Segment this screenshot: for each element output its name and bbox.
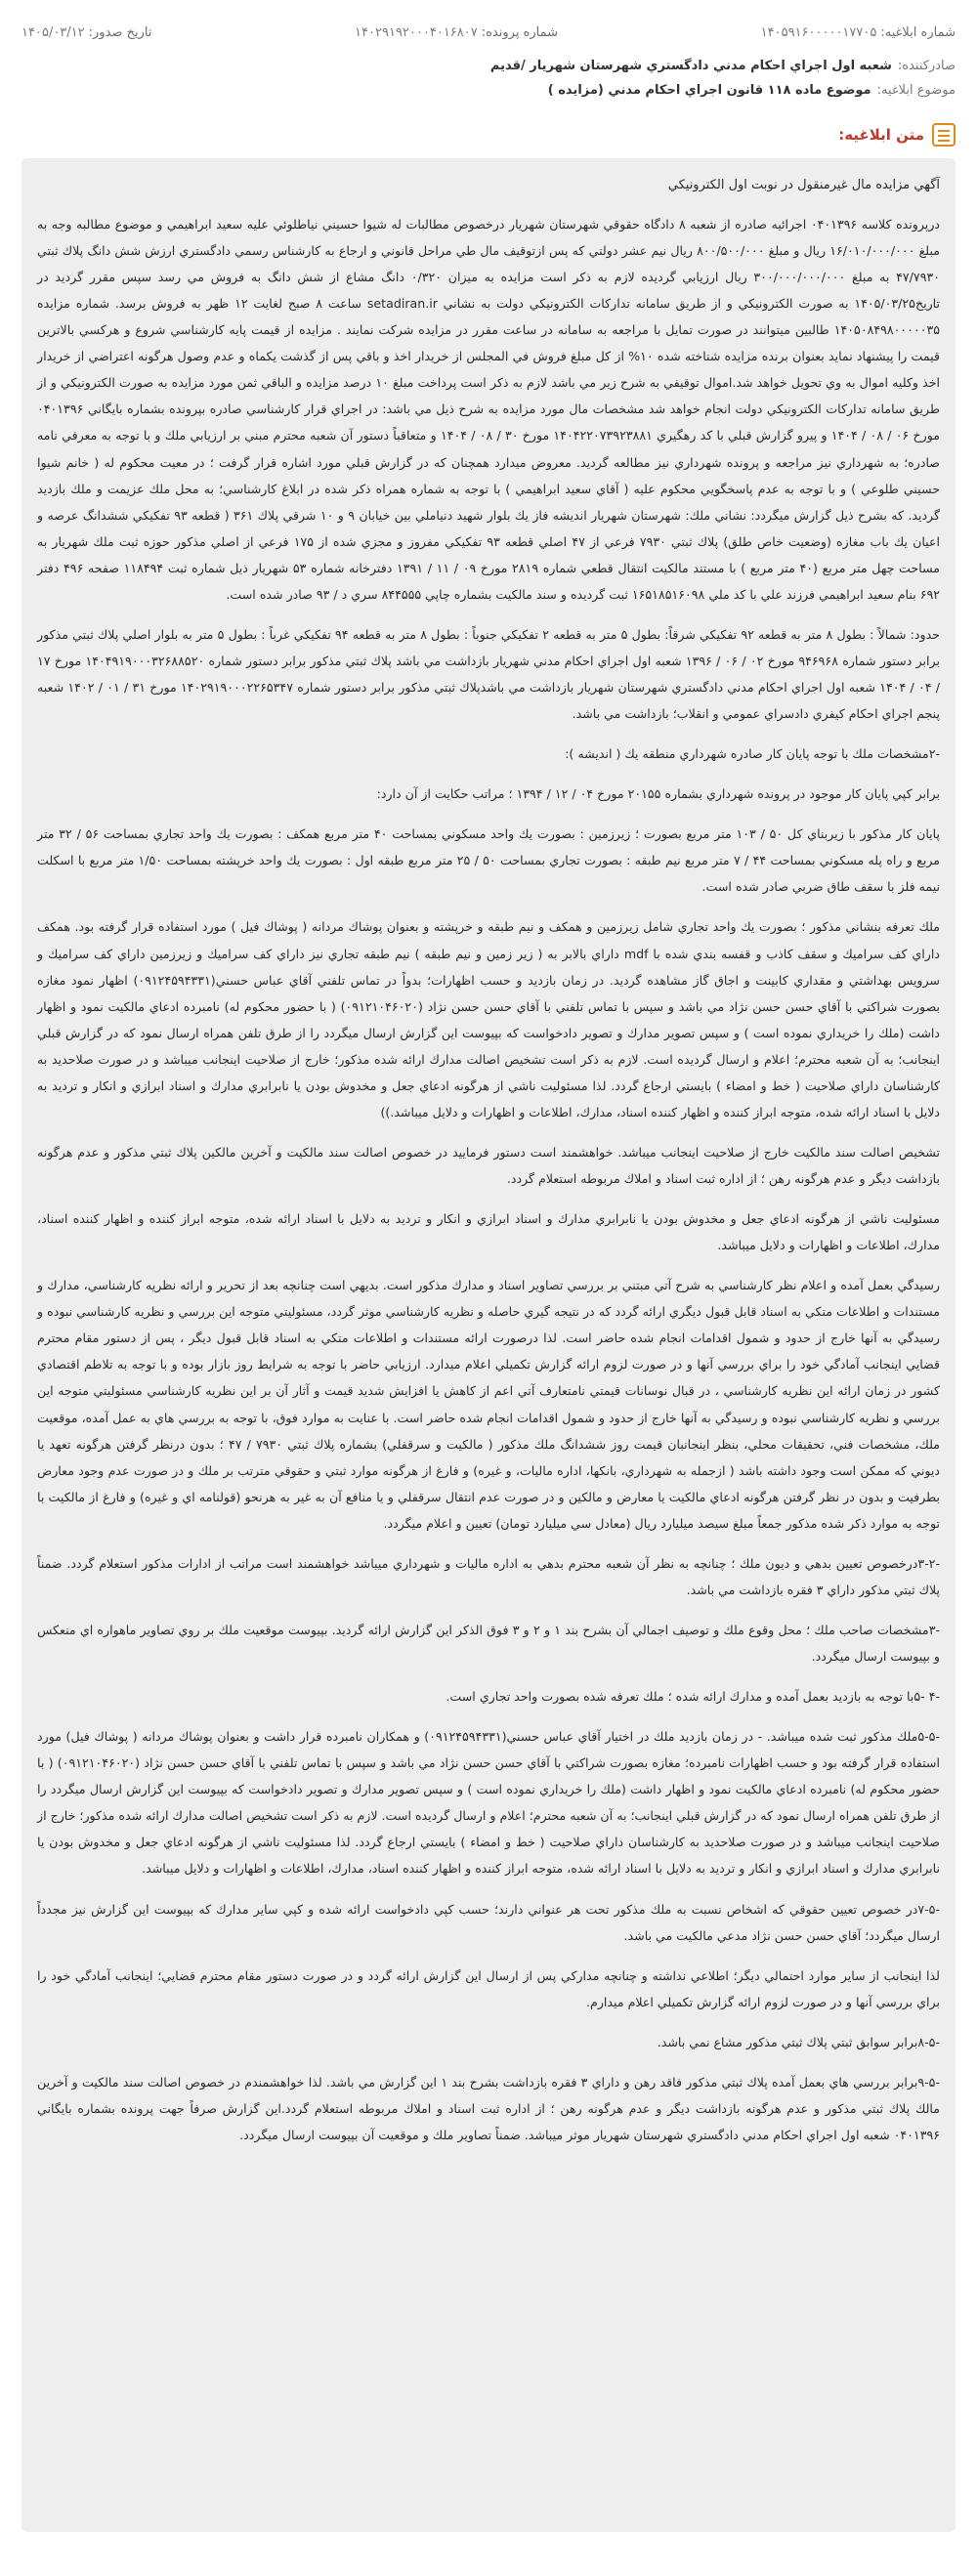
body-paragraph: درپرونده كلاسه ۰۴۰۱۳۹۶ اجرائيه صادره از شعبه ۸ دادگاه حقوقي شهرستان شهريار درخصوص مطالبات له شيوا حسيني نياطلوئي عليه سعيد ابراهيمي و موضوع مطالبه وجه به مبلغ ۱۶/۰۱۰/۰۰۰/۰۰۰ ريال و مبلغ ۸۰۰/۵۰۰/۰۰۰ ريال نيم عشر دولتي كه پس ازتوقيف مال طي مراحل قانوني و ارجاع به كارشناس رسمي دادگستري ارزش شش دانگ پلاك ثبتي ۴۷/۷۹۳۰ به مبلغ ۳۰۰/۰۰۰/۰۰۰/۰۰۰ ريال ارزيابي گرديده لازم به ذكر است مزايده به ميزان ۰/۳۲۰ دانگ مشاع از شش دانگ به فروش مي رسد سپس مقرر گرديد در تاريخ۱۴۰۵/۰۳/۲۵ به صورت الكترونيكي و از طريق سامانه تداركات الكترونيكي دولت به نشاني setadiran.ir ساعت ۸ صبح لغايت ۱۲ ظهر به فروش برسد. شماره مزايده ۱۴۰۵۰۸۴۹۸۰۰۰۰۰۳۵ طالبين ميتوانند در صورت تمايل با مراجعه به سامانه در ساعت مقرر در مزايده شركت نمايند . مزايده از قيمت پايه كارشناسي شروع و هركسي بالاترين قيمت را پيشنهاد نمايد بعنوان برنده مزايده شناخته شده ۱۰% از كل مبلغ فروش في المجلس از خريدار اخذ و باقي پس از گذشت يكماه و عدم وصول هرگونه اعتراضي از خريدار اخذ وكليه اموال به وي تحويل خواهد شد.اموال توقيفي به شرح زير مي باشد لازم به ذكر است پرداخت مبلغ ۱۰ درصد مزايده و الباقي ثمن مورد مزايده به صورت الكترونيكي و از طريق سامانه تداركات الكترونيكي دولت انجام خواهد شد مشخصات مال مورد مزايده به شرح ذيل مي باشد: در اجراي قرار كارشناسي صادره بپرونده بشماره بايگاني ۰۴۰۱۳۹۶ مورخ ۰۶ / ۰۸ / ۱۴۰۴ و پيرو گزارش قبلي با كد رهگيري ۱۴۰۴۲۲۰۷۳۹۲۳۸۸۱ مورخ ۳۰ / ۰۸ / ۱۴۰۴ و متعاقباً دستور آن شعبه محترم مبني بر ارزيابي ملك و با توجه به معرفي نامه صادره؛ به شهرداري نيز مراجعه و پرونده شهرداري نيز مطالعه گرديد. معروض ميدارد همچنان كه در گزارش قبلي مورد اشاره قرار گرفت ؛ در معيت محكوم له ( خانم شيوا حسيني طلوعي ) و با توجه به عدم پاسخگويي محكوم عليه ( آقاي سعيد ابراهيمي ) با توجه به شماره همراه ذكر شده در ابلاغ كارشناسي؛ به محل ملك عزيمت و ملك بازديد گرديد. كه بشرح ذيل گزارش ميگردد: نشاني ملك: شهرستان شهريار انديشه فاز يك بلوار شهيد دنياملي بين خيابان ۹ و ۱۰ شرقي پلاك ۳۶۱ ( قطعه ۹۳ تفكيكي ششدانگ عرصه و اعيان يك باب مغازه (وضعيت خاص طلق) پلاك ثبتي ۷۹۳۰ فرعي از ۴۷ اصلي قطعه ۹۳ تفكيكي مفروز و مجزي شده از ۱۷۵ فرعي از اصلي مذكور حوزه ثبت ملك شهريار به مساحت چهل متر مربع (۴۰ متر مربع ) با مستند مالكيت انتقال قطعي شماره ۲۸۱۹ مورخ ۰۹ / ۱۱ / ۱۳۹۱ دفترخانه شماره ۵۳ شهريار ذيل شماره ثبت ۱۱۸۴۹۴ صفحه ۴۹۶ دفتر ۶۹۲ بنام سعيد ابراهيمي فرزند علي با كد ملي ۱۶۵۱۸۵۱۶۰۹۸ ثبت گرديده و سند مالكيت بشماره چاپي ۸۴۴۵۵۵ سري د / ۹۳ صادر شده است. xyxy=(37,216,941,602)
body-paragraph: -۸-۵برابر سوابق ثبتي پلاك ثبتي مذكور مشاع نمي باشد. xyxy=(657,2034,940,2049)
body-paragraph: لذا اينجانب از سایر موارد احتمالي ديگر؛ اطلاعي نداشته و چنانچه مداركي پس از ارسال اين گزارش ارائه گردد و در صورت دستور مقام محترم قضايي؛ اينجانب آمادگي خود را براي بررسي آنها و در صورت لزوم ارائه گزارش تكميلي اعلام ميدارم. xyxy=(37,1967,940,2009)
document-text-icon xyxy=(932,123,956,147)
body-heading: آگهي مزايده مال غيرمنقول در نوبت اول الكترونيكي xyxy=(667,178,940,192)
body-paragraph: پايان كار مذكور با زيربناي كل ۵۰ / ۱۰۳ متر مربع بصورت ؛ زيرزمين : بصورت يك واحد مسكوني بمساحت ۴۰ متر مربع همكف : بصورت يك واحد تجاري بمساحت ۵۶ / ۳۲ متر مربع و راه پله مسكوني بمساحت ۴۴ / ۷ متر مربع نيم طبقه : بصورت تجاري بمساحت ۵۰ / ۲۵ متر مربع طبقه اول : بصورت يك واحد خرپشته بمساحت ۱/۵۰ متر مربع با اسكلت نيمه فلز با سقف طاق ضربي صادر شده است. xyxy=(37,826,941,895)
subject-label: موضوع ابلاغیه: xyxy=(876,83,956,98)
subject-line xyxy=(21,83,956,98)
body-paragraph: -۷-۵در خصوص تعيين حقوقي كه اشخاص نسبت به ملك مذكور تحت هر عنواني دارند؛ حسب كپي دادخواست ارائه شده و كپي ساير مدارك كه بپيوست اين گزارش نيز مجدداً ارسال ميگردد؛ آقاي حسن حسن نژاد مدعي مالكيت مي باشد. xyxy=(37,1901,940,1943)
body-paragraph: تشخيص اصالت سند مالكيت خارج از صلاحيت اينجانب ميباشد. خواهشمند است دستور فرماييد در خصوص اصالت سند مالكيت و آخرين مالكين پلاك ثبتي مذكور و عدم هرگونه بازداشت ديگر و عدم هرگونه رهن ؛ از اداره ثبت اسناد و املاك مربوطه استعلام گردد. xyxy=(37,1144,940,1186)
body-paragraph: ملك تعرفه بنشاني مذكور ؛ بصورت يك واحد تجاري شامل زيرزمين و همكف و نيم طبقه و خرپشته و بعنوان پوشاك مردانه ( پوشاك فيل ) مورد استفاده قرار گرفته بود. همكف داراي كف سراميك و سقف كاذب و قفسه بندي شده با mdf داراي بالابر به ( زير زمين و نيم طبقه ) نيم طبقه تجاري نيز داراي كف سراميك و زيرزمين داراي كف سراميك و سرويس بهداشتي و مقداري كابينت و اجاق گاز مشاهده گرديد. در زمان بازديد و حسب اظهارات؛ بدواً در تماس تلفني آقاي عباس حسني(۰۹۱۲۴۵۹۴۳۳۱) اظهار نمود مغازه بصورت شراكتي با آقاي حسن حسن نژاد مي باشد و سپس با تماس تلفني با آقاي حسن حسن نژاد (۰۹۱۲۱۰۴۶۰۲۰) ( با حضور محكوم له) نامبرده ادعاي مالكيت نمود و اظهار داشت (ملك را خريداري نموده است ) و سپس تصوير مدارك و تصوير دادخواست كه بپيوست اين گزارش ارسال ميگردد را از طرق تلفن همراه ارسال نمود كه در گزارش قبلي اينجانب؛ به آن شعبه محترم؛ اعلام و ارسال گرديده است. لازم به ذكر است تشخيص اصالت مدارك ارائه شده مذكور؛ خارج از صلاحيت اينجانب ميباشد و در صورت صلاحديد به كارشناسان داراي صلاحيت ( خط و امضاء ) بايستي ارجاع گردد. لذا مسئوليت ناشي از هرگونه ادعاي جعل و مخدوش بودن يا نابرابري مدارك و اسناد ابرازي و انكار و ترديد به دلايل با اسناد ارائه شده، متوجه ابراز كننده و اظهار كننده اسناد، مدارك، اطلاعات و اظهارات و دلايل ميباشد.)) xyxy=(37,919,940,1119)
notice-text-heading xyxy=(21,123,956,147)
body-paragraph: رسيدگي بعمل آمده و اعلام نظر كارشناسي به شرح آتي مبتني بر بررسي تصاوير اسناد و مدارك مذكور است. بديهي است چنانچه بعد از تحرير و ارائه نظريه كارشناسي، مدارك و مستندات و اطلاعات متكي به اسناد قابل قبول ديگري ارائه گردد كه در نتيجه گيري حاصله و نظريه كارشناسي موثر گردد، مسئوليتي متوجه اين بررسي و نظريه كارشناسي نبوده و رسيدگي به آنها خارج از حدود و شمول اقدامات انجام شده حاضر است. لذا درصورت ارائه مستندات و اطلاعات متكي به اسناد قابل قبول ديگر ، پس از دستور مقام محترم قضايي اينجانب آمادگي خود را براي بررسي آنها و در صورت لزوم ارائه گزارش تكميلي اعلام ميدارد. ارزيابي حاضر با توجه به شرايط روز بازار بوده و با توجه به تلاطم اقتصادي كشور در زمان ارائه اين نظريه كارشناسي ، در قبال نوسانات قيمتي نامتعارف آتي اعم از كاهش يا افزايش شديد قيمت و آثار آن بر اين نظريه كارشناسي مسئوليتي متوجه اين بررسي و نظريه كارشناسي نبوده و رسيدگي به آنها خارج از حدود و شمول اقدامات انجام شده حاضر است. با عنايت به موارد فوق، با توجه به بررسي هاي به عمل آمده، موقعيت ملك، مشخصات فني، تحقيقات محلي، بنظر اينجانبان قيمت روز ششدانگ ملك مذكور ( مالكيت و سرقفلي) بشماره پلاك ثبتي ۷۹۳۰ / ۴۷ ؛ بدون درنظر گرفتن هرگونه تعهد يا ديوني كه ممكن است وجود داشته باشد ( ازجمله به شهرداري، بانكها، اداره ماليات، و غيره) و فارغ از هرگونه موارد ثبتي و حقوقي مترتب بر ملك و در صورت عدم وجود معارض بطرفيت و بدون در نظر گرفتن هرگونه ادعاي مالكيت يا معارض و مالكين و در صورت عدم انتقال سرقفلي و يا منافع آن به غير به هرنحو (قولنامه اي و غيره) و فارغ از مالكيت با توجه به موارد ذكر شده مذكور جمعاً مبلغ سيصد ميليارد ريال (معادل سي ميليارد تومان) تعيين و اعلام ميگردد. xyxy=(37,1278,941,1531)
subject-value: موضوع ماده ۱۱۸ قانون اجراي احكام مدني (مزايده ) xyxy=(547,83,871,98)
issue-date-label: تاریخ صدور: xyxy=(88,24,152,40)
notice-text-title: متن ابلاغیه: xyxy=(838,126,924,144)
body-paragraph: -۲مشخصات ملك با توجه پايان كار صادره شهرداري منطقه يك ( انديشه ): xyxy=(565,746,940,762)
issuer-line xyxy=(21,59,956,73)
notice-number-label: شماره ابلاغیه: xyxy=(880,24,956,40)
body-paragraph: مسئوليت ناشي از هرگونه ادعاي جعل و مخدوش بودن يا نابرابري مدارك و اسناد ابرازي و انكار و ترديد به دلايل با اسناد ارائه شده، متوجه ابراز كننده و اظهار كننده اسناد، مدارك، اطلاعات و اظهارات و دلايل ميباشد. xyxy=(37,1211,940,1253)
body-paragraph: حدود: شمالاً : بطول ۸ متر به قطعه ۹۲ تفكيكي شرقاً: بطول ۵ متر به قطعه ۲ تفكيكي جنوباً : بطول ۸ متر به قطعه ۹۴ تفكيكي غرباً : بطول ۵ متر به بلوار اصلي پلاك ثبتي مذكور برابر دستور شماره ۹۴۶۹۶۸ مورخ ۰۲ / ۰۶ / ۱۳۹۶ شعبه اول اجراي احكام مدني شهريار بازداشت مي باشد پلاك ثبتي مذكور برابر دستور شماره ۱۴۰۴۹۱۹۰۰۰۳۲۶۸۸۵۲۰ مورخ ۱۷ / ۰۴ / ۱۴۰۴ شعبه اول اجراي احكام مدني دادگستري شهرستان شهريار بازداشت مي باشدپلاك ثبتي مذكور برابر دستور شماره ۱۴۰۲۹۱۹۰۰۰۲۲۶۵۳۴۷ مورخ ۳۱ / ۰۱ / ۱۴۰۲ شعبه پنجم اجراي احكام كيفري دادسراي عمومي و انقلاب؛ بازداشت مي باشد. xyxy=(37,626,941,722)
body-paragraph: -۳مشخصات صاحب ملك ؛ محل وقوع ملك و توصيف اجمالي آن بشرح بند ۱ و ۲ و ۳ فوق الذكر اين گزارش ارائه گرديد. بپيوست موقعيت ملك بر روي تصاوير ماهواره اي منعكس و بپيوست ارسال ميگردد. xyxy=(37,1622,940,1664)
notice-body xyxy=(21,158,956,2532)
body-paragraph: -۵-۵ملك مذكور ثبت شده ميباشد. - در زمان بازديد ملك در اختيار آقاي عباس حسني(۰۹۱۲۴۵۹۴۳۳۱) و همكاران نامبرده قرار داشت و بعنوان پوشاك مردانه ( پوشاك فيل) مورد استفاده قرار گرفته بود و حسب اظهارات نامبرده؛ مغازه بصورت شراكتي با آقاي حسن حسن نژاد مي باشد و سپس با تماس تلفني با آقاي حسن حسن نژاد (۰۹۱۲۱۰۴۶۰۲۰) ( با حضور محكوم له) نامبرده ادعاي مالكيت نمود و اظهار داشت (ملك را خريداري نموده است ) و سپس تصوير مدارك و تصوير دادخواست كه بپيوست اين گزارش ارسال ميگردد را از طرق تلفن همراه ارسال نمود كه در گزارش قبلي اينجانب؛ به آن شعبه محترم؛ اعلام و ارسال گرديده است. لازم به ذكر است تشخيص اصالت مدارك ارائه شده مذكور؛ خارج از صلاحيت اينجانب ميباشد و در صورت صلاحديد به كارشناسان داراي صلاحيت ( خط و امضاء ) بايستي ارجاع گردد. لذا مسئوليت ناشي از هرگونه ادعاي جعل و مخدوش بودن يا نابرابري مدارك و اسناد ابرازي و انكار و ترديد به دلايل با اسناد ارائه شده، متوجه ابراز كننده و اظهار كننده اسناد، مدارك، اطلاعات و اظهارات و دلايل ميباشد. xyxy=(37,1729,940,1877)
body-paragraph: -۹-۵برابر بررسي هاي بعمل آمده پلاك ثبتي مذكور فاقد رهن و داراي ۳ فقره بازداشت بشرح بند ۱ اين گزارش مي باشد. لذا خواهشمندم در خصوص اصالت سند مالكيت و آخرين مالك پلاك ثبتي مذكور و عدم هرگونه بازداشت ديگر و عدم هرگونه رهن ؛ از اداره ثبت اسناد و املاك مربوطه استعلام گردد.اين گزارش صرفاً جهت پرونده بشماره بايگاني ۰۴۰۱۳۹۶ شعبه اول اجراي احكام مدني دادگستري شهرستان شهريار موثر ميباشد. ضمناً تصاوير ملك و موقعيت آن بپيوست ارسال ميگردد. xyxy=(37,2074,940,2142)
issue-date-value: ۱۴۰۵/۰۳/۱۲ xyxy=(21,24,85,40)
issuer-value: شعبه اول اجراي احكام مدني دادگستري شهرستان شهريار /قديم xyxy=(489,59,892,73)
case-number-value: ۱۴۰۲۹۱۹۲۰۰۰۴۰۱۶۸۰۷ xyxy=(355,24,478,40)
body-paragraph: -۴ -۵با توجه به بازديد بعمل آمده و مدارك ارائه شده ؛ ملك تعرفه شده بصورت واحد تجاري است. xyxy=(446,1689,940,1705)
notice-meta-row xyxy=(21,20,956,45)
case-number-label: شماره پرونده: xyxy=(481,24,559,40)
body-paragraph: برابر كپي پايان كار موجود در پرونده شهرداري بشماره ۲۰۱۵۵ مورخ ۰۴ / ۱۲ / ۱۳۹۴ ؛ مراتب حكايت از آن دارد: xyxy=(376,786,940,802)
issue-date xyxy=(21,25,151,40)
notice-number-value: ۱۴۰۵۹۱۶۰۰۰۰۰۱۷۷۰۵ xyxy=(760,24,877,40)
body-paragraph: -۳-۲درخصوص تعيين بدهي و ديون ملك ؛ چنانچه به نظر آن شعبه محترم بدهي به اداره ماليات و شهرداري ميباشد خواهشمند است مراتب از ادارات مذكور استعلام گردد. ضمناً پلاك ثبتي مذكور داراي ۳ فقره بازداشت مي باشد. xyxy=(37,1555,940,1597)
notice-number xyxy=(761,25,956,40)
issuer-label: صادرکننده: xyxy=(897,59,956,73)
case-number xyxy=(355,25,558,40)
